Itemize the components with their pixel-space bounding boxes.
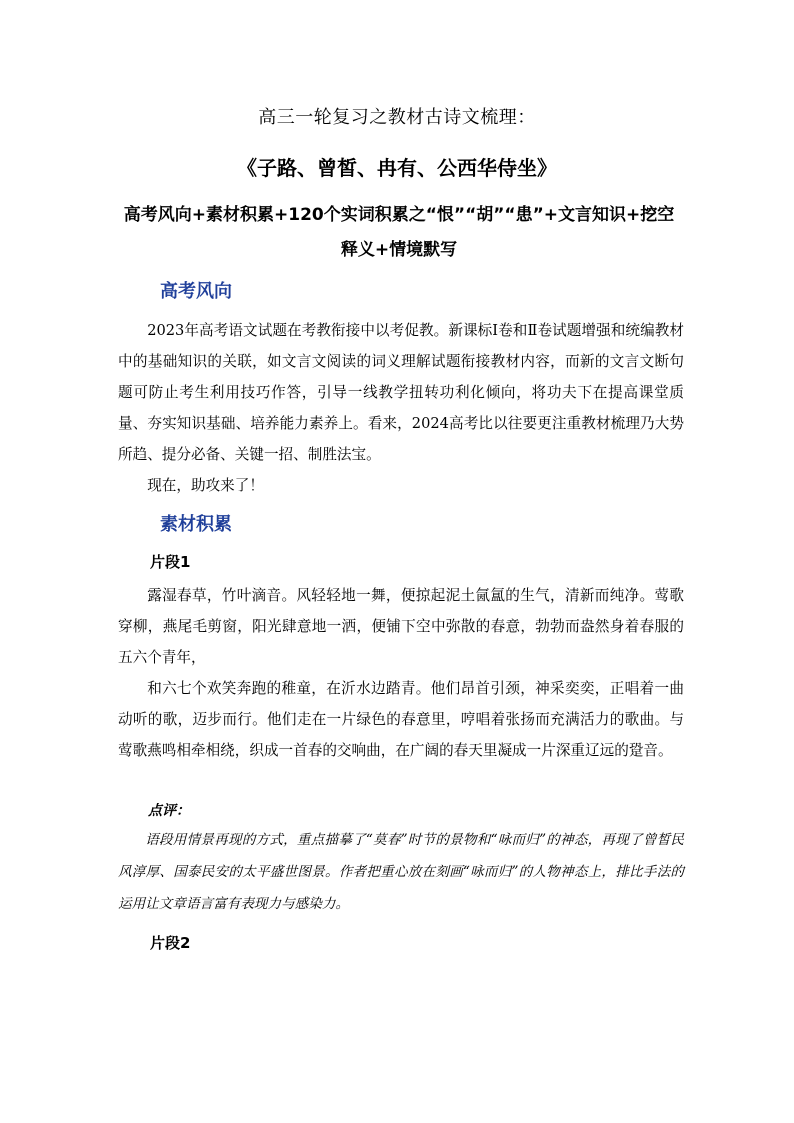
section-heading-material: 素材积累	[160, 514, 232, 535]
exam-trend-paragraph: 2023年高考语文试题在考教衔接中以考促教。新课标Ⅰ卷和Ⅱ卷试题增强和统编教材中的基础知识的关联，如文言文阅读的词义理解试题衔接教材内容，而新的文言文断句题可防止考生利用技巧作答，引导一线教学扭转功利化倾向，将功夫下在提高课堂质量、夯实知识基础、培养能力素养上。看来，2024高考比以往要更注重教材梳理乃大势所趋、提分必备、关键一招、制胜法宝。	[118, 322, 684, 463]
section-heading-exam-trend: 高考风向	[160, 281, 232, 302]
fragment-1-paragraph-1: 露湿春草，竹叶滴音。风轻轻地一舞，便掠起泥土氤氲的生气，清新而纯净。莺歌穿柳，燕尾毛剪窗，阳光肆意地一洒，便铺下空中弥散的春意，勃勃而盎然身着春服的五六个青年，	[118, 587, 684, 666]
fragment-1-label: 片段1	[150, 553, 191, 571]
document-subtitle: 高考风向+素材积累+120个实词积累之“恨”“胡”“患”+文言知识+挖空释义+情境默写	[123, 205, 675, 260]
document-title: 《子路、曾皙、冉有、公西华侍坐》	[237, 156, 557, 180]
document-supertitle: 高三一轮复习之教材古诗文梳理：	[258, 107, 536, 128]
comment-label: 点评：	[148, 803, 190, 819]
fragment-1-paragraph-2: 和六七个欢笑奔跑的稚童，在沂水边踏青。他们昂首引颈，神采奕奕，正唱着一曲动听的歌，迈步而行。他们走在一片绿色的春意里，哼唱着张扬而充满活力的歌曲。与莺歌燕鸣相牵相绕，织成一首春的交响曲，在广阔的春天里凝成一片深重辽远的跫音。	[118, 680, 684, 759]
fragment-2-label: 片段2	[150, 934, 191, 952]
comment-paragraph: 语段用情景再现的方式，重点描摹了“莫春”时节的景物和“咏而归”的神态，再现了曾皙民风淳厚、国泰民安的太平盛世图景。作者把重心放在刻画“咏而归”的人物神态上，排比手法的运用让文章语言富有表现力与感染力。	[118, 832, 684, 912]
exam-trend-closing: 现在，助攻来了！	[147, 477, 264, 494]
